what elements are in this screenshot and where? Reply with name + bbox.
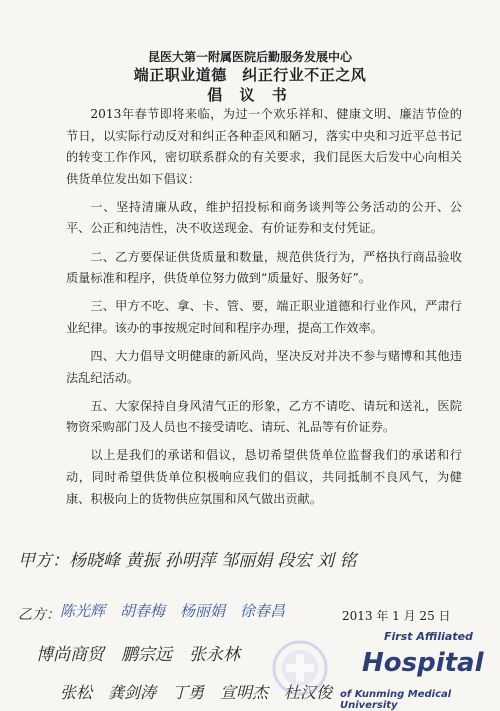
document-date: 2013 年 1 月 25 日 [342,609,451,623]
logo-line-1: First Affiliated [384,630,473,643]
organization-heading: 昆医大第一附属医院后勤服务发展中心 [147,50,352,64]
logo-line-2: Hospital [362,648,484,678]
paragraph-item-2: 二、乙方要保证供货质量和数量，规范供货行为，严格执行商品验收质量标准和程序，供货单位努力做到“质量好、服务好”。 [66,249,462,286]
party-b-label: 乙方： [18,607,60,623]
document-subtitle: 倡 议 书 [207,86,293,104]
proposal-body [66,104,462,517]
paragraph-item-5: 五、大家保持自身风清气正的形象，乙方不请吃、请玩和送礼，医院物资采购部门及人员也不接受请吃、请玩、礼品等有价证券。 [66,398,462,435]
logo-line-3: of Kunming Medical University [340,689,452,711]
party-b-signatures-row3: 张松 龚剑涛 丁勇 宣明杰 杜汉俊 [60,683,333,702]
paragraph-item-1: 一、坚持清廉从政，维护招投标和商务谈判等公务活动的公开、公平、公正和纯洁性，决不收送现金、有价证券和支付凭证。 [66,199,462,236]
paragraph-intro: 2013年春节即将来临，为过一个欢乐祥和、健康文明、廉洁节俭的节日，以实际行动反对和纠正各种歪风和陋习，落实中央和习近平总书记的转变工作作风，密切联系群众的有关要求，我们昆医大后发中心向相关供货单位发出如下倡议： [66,107,462,186]
paragraph-item-3: 三、甲方不吃、拿、卡、管、要，端正职业道德和行业作风，严肃行业纪律。该办的事按规定时间和程序办理，提高工作效率。 [66,299,462,335]
paragraph-closing: 以上是我们的承诺和倡议，恳切希望供货单位监督我们的承诺和行动，同时希望供货单位积极响应我们的倡议，共同抵制不良风气，为健康、积极向上的货物供应氛围和风气做出贡献。 [66,448,462,506]
party-b-signatures-row2: 博尚商贸 鹏宗远 张永林 [36,645,240,665]
hospital-emblem-icon [274,642,326,694]
party-b-signatures-row1: 陈光辉 胡春梅 杨丽娟 徐春昌 [60,602,286,620]
party-a-signatures: 甲方：杨晓峰 黄振 孙明萍 邹丽娟 段宏 刘 铭 [18,551,357,571]
document-title: 端正职业道德 纠正行业不正之风 [133,66,367,84]
paragraph-item-4: 四、大力倡导文明健康的新风尚，坚决反对并决不参与赌博和其他违法乱纪活动。 [66,348,462,385]
